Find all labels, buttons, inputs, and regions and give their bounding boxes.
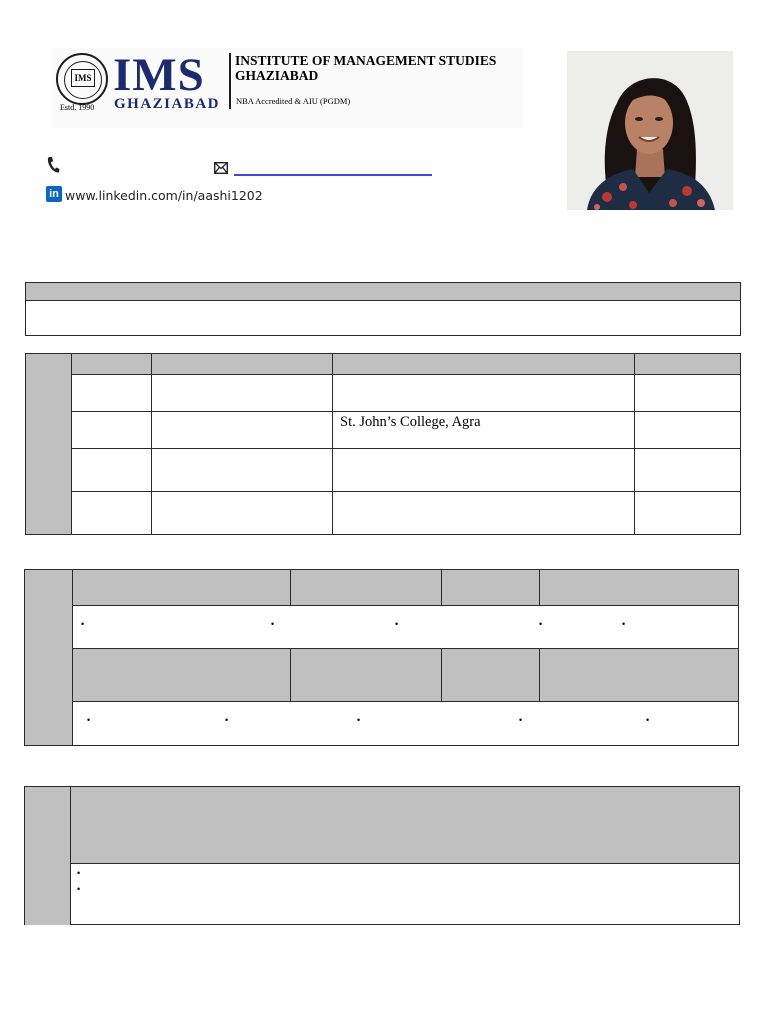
bullet-marker: • [225,715,229,725]
bullet-marker: • [77,884,81,894]
experience-header-cell [71,787,740,864]
bullet-marker: • [622,619,626,629]
institute-name: INSTITUTE OF MANAGEMENT STUDIES [235,53,497,68]
institute-city: GHAZIABAD [235,68,319,83]
bullet-marker: • [357,715,361,725]
table-cell [152,375,333,412]
table-cell [635,449,741,492]
skills-header-cell [442,570,540,606]
bullet-marker: • [77,868,81,878]
profile-photo [567,51,733,210]
education-section-label [26,354,72,535]
table-cell [72,492,152,535]
bullet-marker: • [81,619,85,629]
phone-icon [46,156,60,174]
college-name: St. John’s College, Agra [340,414,481,430]
logo-wordmark: IMS [113,49,205,101]
logo-city: GHAZIABAD [114,96,221,112]
bullet-marker: • [539,619,543,629]
skills-header-cell [291,649,442,702]
linkedin-url[interactable]: www.linkedin.com/in/aashi1202 [65,188,263,203]
bullet-marker: • [271,619,275,629]
email-link[interactable] [234,174,432,176]
experience-bullet-cell [71,864,740,925]
logo-divider [229,53,231,109]
table-cell [152,412,333,449]
linkedin-icon[interactable]: in [46,186,62,202]
skills-table [24,569,739,746]
table-cell [635,492,741,535]
skills-header-cell [442,649,540,702]
skills-bullet-row [73,702,739,746]
summary-body-cell [26,301,741,336]
education-header-cell [635,354,741,375]
skills-header-cell [73,570,291,606]
institute-seal [56,53,108,105]
seal-monogram: IMS [71,69,95,87]
table-cell [72,375,152,412]
table-cell [333,449,635,492]
skills-bullet-row [73,606,739,649]
bullet-marker: • [646,715,650,725]
bullet-marker: • [87,715,91,725]
table-cell [152,492,333,535]
skills-header-cell [291,570,442,606]
education-table [25,353,741,535]
table-cell [72,449,152,492]
envelope-icon [214,161,228,173]
summary-table [25,282,741,336]
summary-header-cell [26,283,741,301]
bullet-marker: • [395,619,399,629]
skills-section-label [25,570,73,746]
logo-estd: Estd. 1990 [60,103,95,112]
table-cell [333,375,635,412]
table-cell [333,492,635,535]
skills-header-cell [540,649,739,702]
table-cell [635,412,741,449]
table-cell [152,449,333,492]
accreditation-text: NBA Accredited & AIU (PGDM) [236,96,351,106]
education-header-cell [333,354,635,375]
experience-table [24,786,740,925]
table-cell [72,412,152,449]
institution-cell [333,412,635,449]
education-header-cell [152,354,333,375]
education-header-cell [72,354,152,375]
experience-section-label [25,787,71,925]
skills-header-cell [73,649,291,702]
table-cell [635,375,741,412]
bullet-marker: • [519,715,523,725]
skills-header-cell [540,570,739,606]
